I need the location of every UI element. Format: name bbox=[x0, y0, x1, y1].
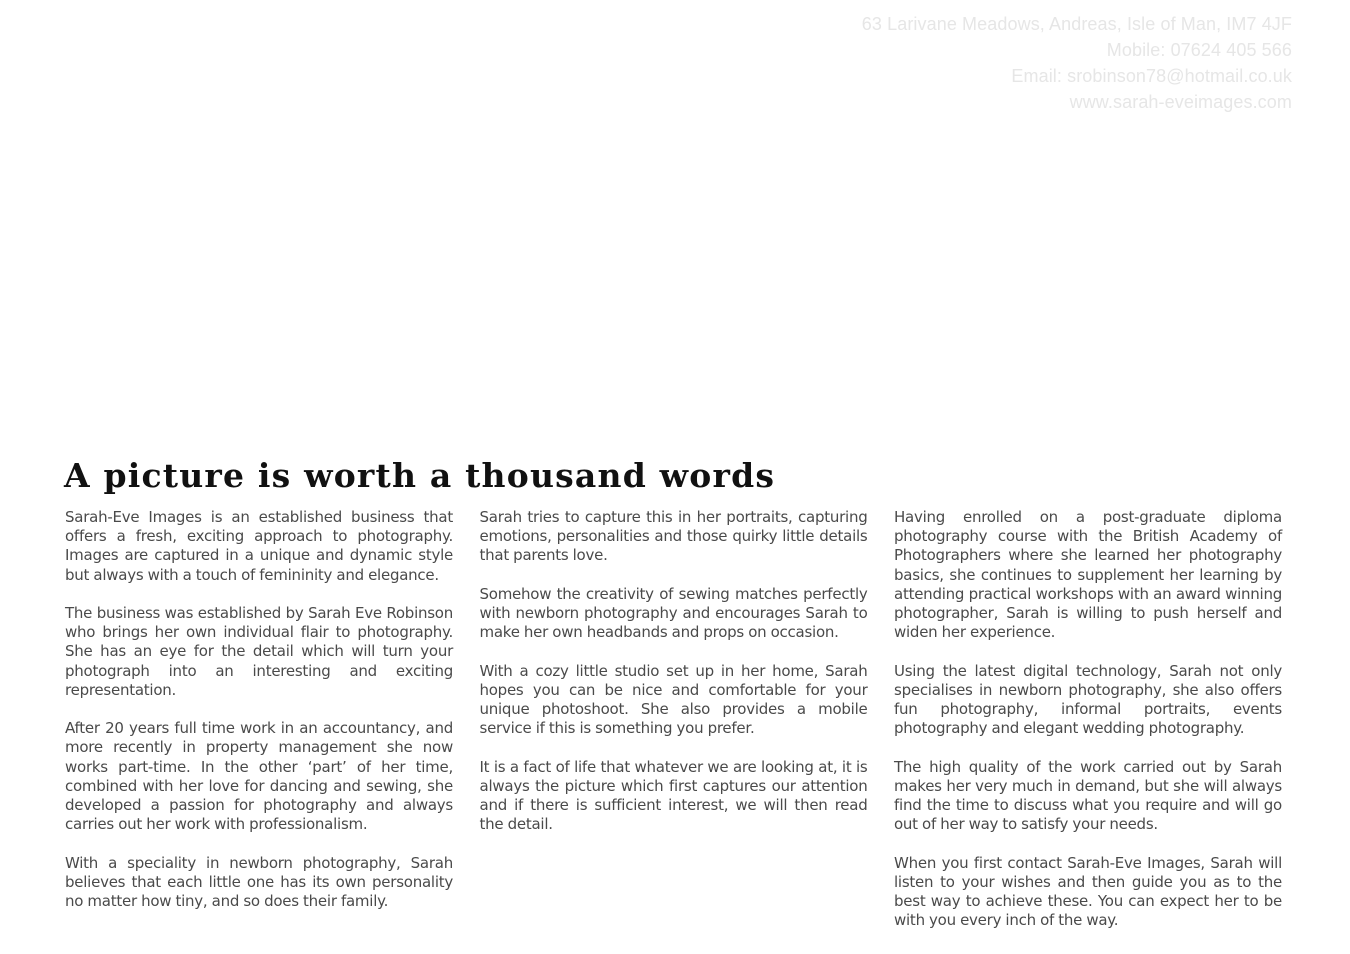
paragraph: After 20 years full time work in an accountancy, and more recently in property management she now works part-time. In the other ‘part’ of her time, combined with her love for dancing and sewing, she developed a passion for photography and always carries out her work with professionalism. bbox=[65, 719, 453, 834]
paragraph: Sarah tries to capture this in her portraits, capturing emotions, personalities and those quirky little details that parents love. bbox=[479, 508, 868, 565]
contact-email[interactable]: Email: srobinson78@hotmail.co.uk bbox=[1011, 66, 1292, 86]
paragraph: The business was established by Sarah Eve Robinson who brings her own individual flair to photography. She has an eye for the detail which will turn your photograph into an interesting and exciting representation. bbox=[65, 604, 453, 699]
paragraph: Having enrolled on a post-graduate diploma photography course with the British Academy of Photographers where she learned her photography basics, she continues to supplement her learning by attending practical workshops with an award winning photographer, Sarah is willing to push herself and widen her experience. bbox=[894, 508, 1282, 642]
body-columns bbox=[65, 508, 1282, 930]
contact-details bbox=[862, 11, 1292, 115]
paragraph: Using the latest digital technology, Sarah not only specialises in newborn photography, she also offers fun photography, informal portraits, events photography and elegant wedding photography. bbox=[894, 661, 1282, 738]
paragraph: Sarah-Eve Images is an established business that offers a fresh, exciting approach to photography. Images are captured in a unique and dynamic style but always with a touch of femininity and elegance. bbox=[65, 508, 453, 584]
paragraph: When you first contact Sarah-Eve Images, Sarah will listen to your wishes and then guide you as to the best way to achieve these. You can expect her to be with you every inch of the way. bbox=[894, 853, 1282, 930]
text-column-2 bbox=[480, 508, 868, 930]
paragraph: With a cozy little studio set up in her home, Sarah hopes you can be nice and comfortable for your unique photoshoot. She also provides a mobile service if this is something you prefer. bbox=[479, 661, 868, 738]
page-headline: A picture is worth a thousand words bbox=[64, 456, 776, 495]
contact-mobile: Mobile: 07624 405 566 bbox=[1106, 40, 1292, 60]
contact-website[interactable]: www.sarah-eveimages.com bbox=[1069, 92, 1292, 112]
paragraph: The high quality of the work carried out by Sarah makes her very much in demand, but she will always find the time to discuss what you require and will go out of her way to satisfy your needs. bbox=[894, 757, 1282, 834]
paragraph: It is a fact of life that whatever we are looking at, it is always the picture which first captures our attention and if there is sufficient interest, we will then read the detail. bbox=[479, 757, 868, 834]
text-column-1 bbox=[65, 508, 453, 930]
paragraph: With a speciality in newborn photography, Sarah believes that each little one has its own personality no matter how tiny, and so does their family. bbox=[65, 853, 453, 911]
paragraph: Somehow the creativity of sewing matches perfectly with newborn photography and encourages Sarah to make her own headbands and props on occasion. bbox=[479, 584, 868, 642]
text-column-3 bbox=[894, 508, 1282, 930]
contact-address: 63 Larivane Meadows, Andreas, Isle of Man, IM7 4JF bbox=[861, 14, 1292, 34]
